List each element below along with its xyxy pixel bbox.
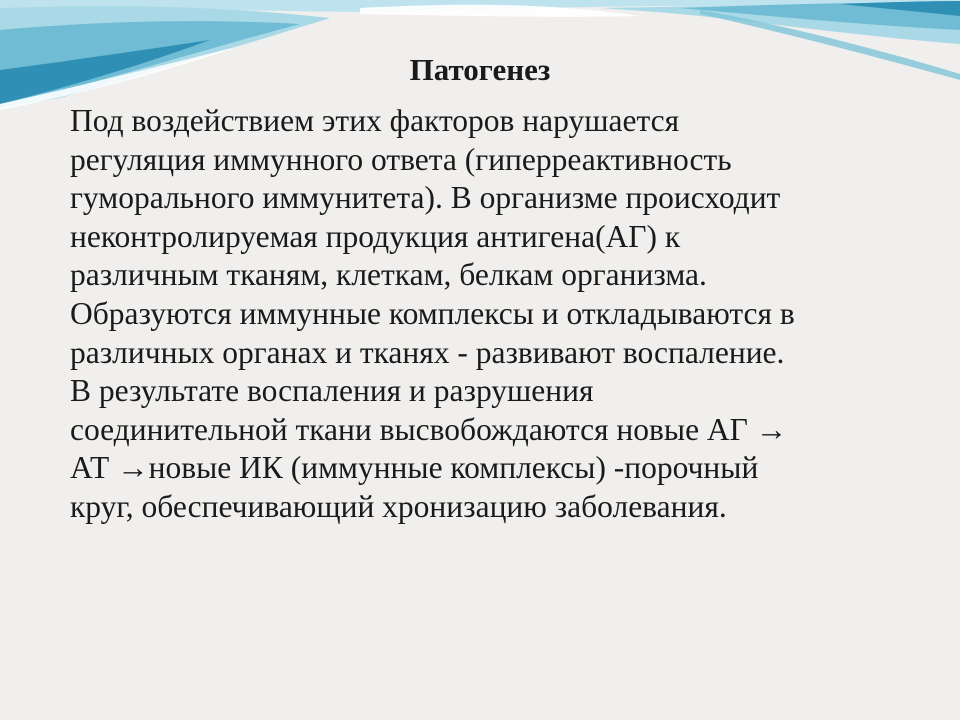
body-line: неконтролируемая продукция антигена(АГ) к	[70, 218, 681, 254]
body-line: различным тканям, клеткам, белкам организма.	[70, 257, 707, 293]
body-line: регуляция иммунного ответа (гиперреактивность	[70, 141, 732, 177]
body-line: соединительной ткани высвобождаются новые АГ →	[70, 411, 788, 447]
slide-body-text	[70, 102, 940, 527]
body-line: круг, обеспечивающий хронизацию заболевания.	[70, 488, 727, 524]
slide-title: Патогенез	[409, 52, 551, 87]
body-line: Под воздействием этих факторов нарушается	[70, 103, 680, 138]
body-line: гуморального иммунитета). В организме происходит	[70, 180, 781, 216]
body-line: В результате воспаления и разрушения	[70, 373, 594, 409]
body-line: различных органах и тканях - развивают воспаление.	[70, 334, 785, 370]
body-line: Образуются иммунные комплексы и откладываются в	[70, 295, 795, 331]
body-line: АТ →новые ИК (иммунные комплексы) -порочный	[70, 450, 759, 486]
